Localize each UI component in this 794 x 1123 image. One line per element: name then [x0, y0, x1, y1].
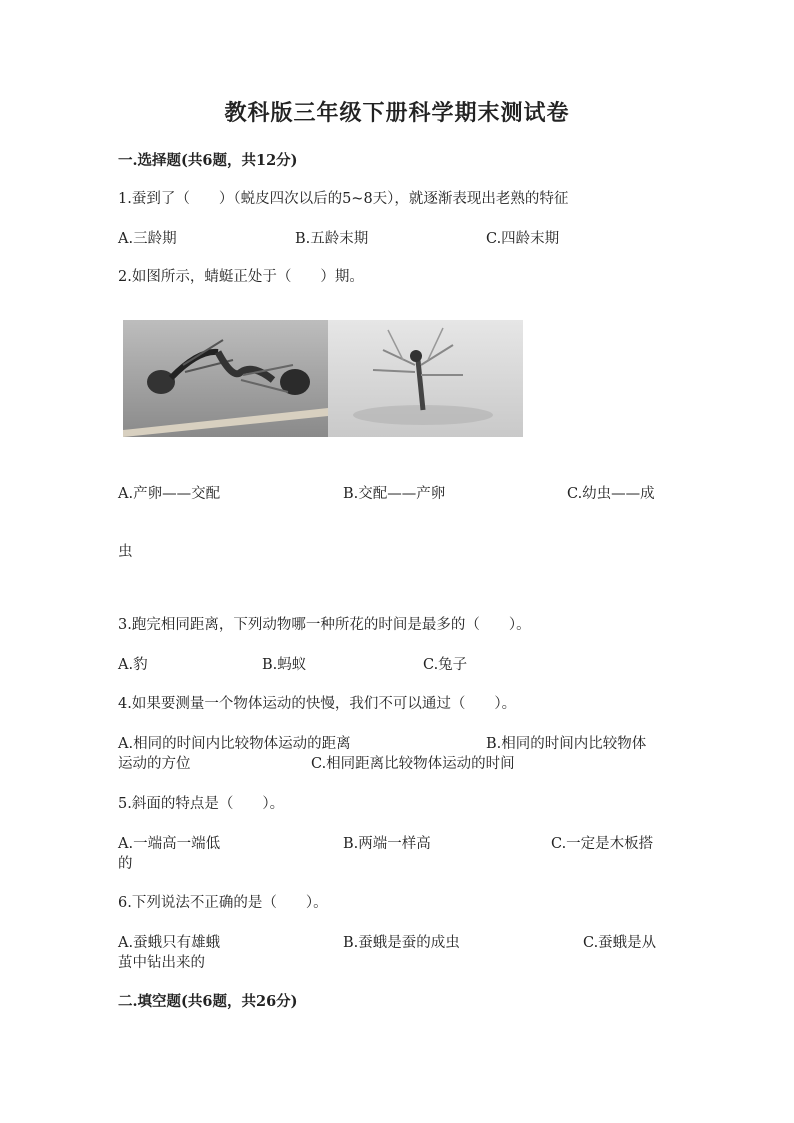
question-3-stem: 3.跑完相同距离，下列动物哪一种所花的时间是最多的（ ）。 — [118, 617, 531, 633]
q2-option-b: B.交配——产卵 — [343, 486, 446, 502]
q4-option-c: C.相同距离比较物体运动的时间 — [311, 756, 515, 772]
section-heading-choice: 一.选择题(共6题，共12分) — [118, 152, 298, 169]
question-4-stem: 4.如果要测量一个物体运动的快慢，我们不可以通过（ ）。 — [118, 696, 517, 712]
q3-option-b: B.蚂蚁 — [262, 657, 307, 673]
question-6-stem: 6.下列说法不正确的是（ ）。 — [118, 895, 328, 911]
q1-option-a: A.三龄期 — [118, 231, 177, 247]
q6-option-a: A.蚕蛾只有雄蛾 — [118, 935, 221, 951]
q6-option-b: B.蚕蛾是蚕的成虫 — [343, 935, 460, 951]
question-1-stem: 1.蚕到了（ ）（蜕皮四次以后的5~8天），就逐渐表现出老熟的特征 — [118, 191, 569, 207]
q5-option-a: A.一端高一端低 — [118, 836, 221, 852]
q3-option-c: C.兔子 — [423, 657, 468, 673]
q5-option-c: C.一定是木板搭 — [551, 836, 654, 852]
q6-option-c: C.蚕蛾是从 — [583, 935, 657, 951]
section-heading-fill: 二.填空题(共6题，共26分) — [118, 993, 298, 1010]
q4-option-b: B.相同的时间内比较物体 — [486, 736, 647, 752]
question-5-stem: 5.斜面的特点是（ ）。 — [118, 796, 285, 812]
page-title: 教科版三年级下册科学期末测试卷 — [224, 100, 570, 126]
q4-option-a: A.相同的时间内比较物体运动的距离 — [118, 736, 351, 752]
q5-option-c-wrap: 的 — [118, 856, 133, 872]
q5-option-b: B.两端一样高 — [343, 836, 431, 852]
q3-option-a: A.豹 — [118, 657, 148, 673]
q2-option-c-wrap: 虫 — [118, 544, 133, 560]
q6-option-c-wrap: 茧中钻出来的 — [118, 955, 205, 971]
q2-option-c: C.幼虫——成 — [567, 486, 655, 502]
dragonfly-photo-icon — [123, 320, 523, 437]
q1-option-b: B.五龄末期 — [295, 231, 369, 247]
q2-option-a: A.产卵——交配 — [118, 486, 221, 502]
q4-option-b-wrap: 运动的方位 — [118, 756, 191, 772]
q1-option-c: C.四龄末期 — [486, 231, 560, 247]
question-2-stem: 2.如图所示，蜻蜓正处于（ ）期。 — [118, 269, 364, 285]
